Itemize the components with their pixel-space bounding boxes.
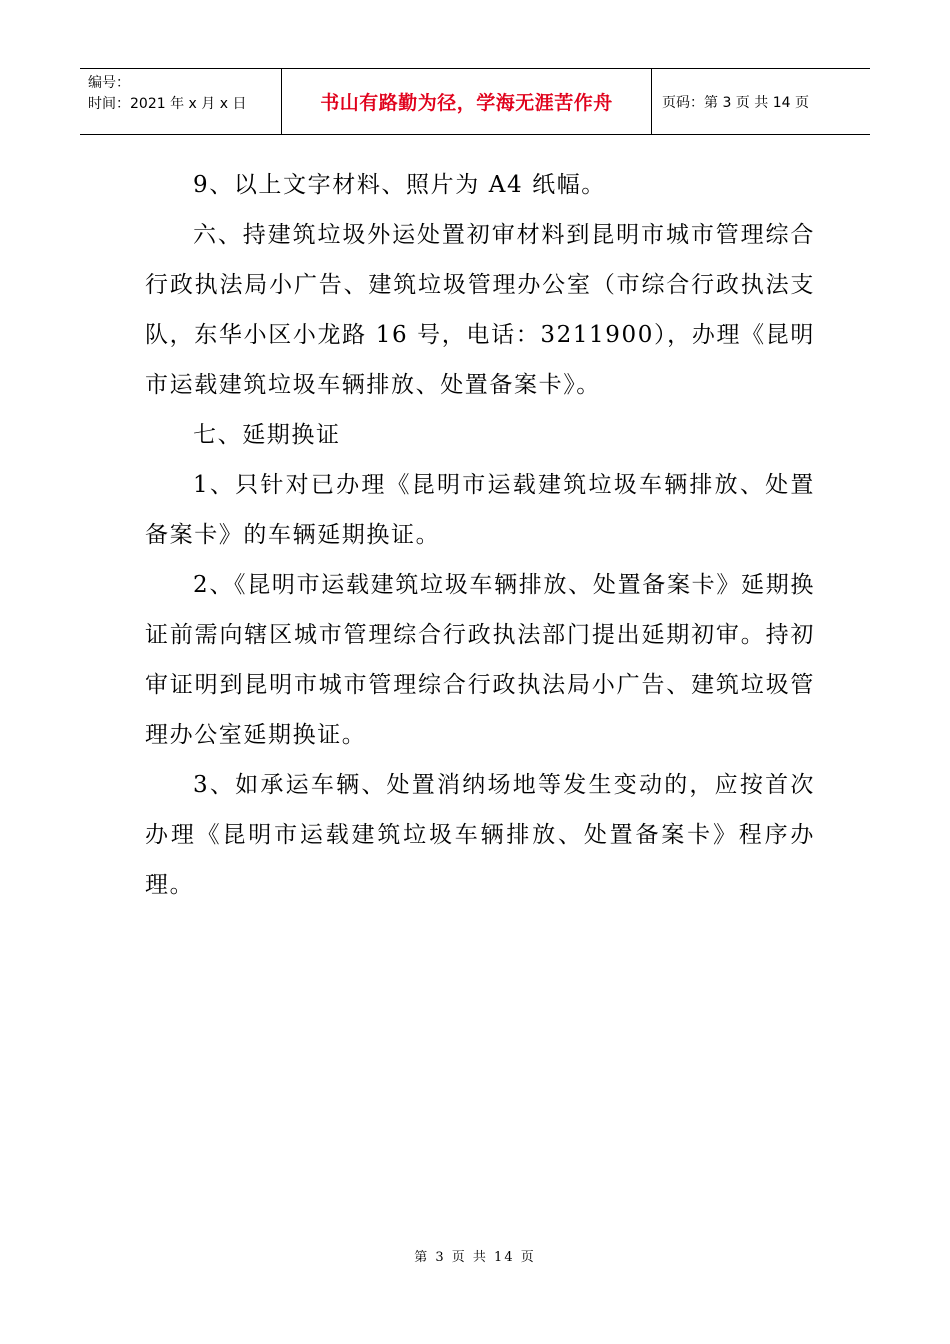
document-number-label: 编号：	[88, 75, 130, 91]
page-footer	[0, 1246, 950, 1265]
paragraph-item-2: 2、《昆明市运载建筑垃圾车辆排放、处置备案卡》延期换证前需向辖区城市管理综合行政执法部门提出延期初审。持初审证明到昆明市城市管理综合行政执法局小广告、建筑垃圾管理办公室延期换证。	[145, 572, 815, 748]
header-meta	[80, 69, 282, 134]
document-date-label: 时间：2021 年 x 月 x 日	[88, 96, 247, 112]
header-motto-cell	[282, 69, 652, 134]
paragraph-item-1: 1、只针对已办理《昆明市运载建筑垃圾车辆排放、处置备案卡》的车辆延期换证。	[145, 472, 815, 548]
section-heading-7: 七、延期换证	[193, 422, 341, 448]
document-body	[145, 160, 815, 910]
header-motto: 书山有路勤为径，学海无涯苦作舟	[320, 92, 613, 114]
header-page-cell	[652, 69, 870, 134]
footer-page-number: 第 3 页 共 14 页	[414, 1250, 536, 1265]
paragraph-section-6: 六、持建筑垃圾外运处置初审材料到昆明市城市管理综合行政执法局小广告、建筑垃圾管理办公室（市综合行政执法支队，东华小区小龙路 16 号，电话：3211900），办理《昆明市运载建筑垃圾车辆排放、处置备案卡》。	[145, 222, 815, 398]
paragraph-item-3: 3、如承运车辆、处置消纳场地等发生变动的，应按首次办理《昆明市运载建筑垃圾车辆排放、处置备案卡》程序办理。	[145, 772, 815, 898]
document-header	[80, 68, 870, 135]
header-page-info: 页码：第 3 页 共 14 页	[662, 94, 809, 111]
paragraph-item-9: 9、以上文字材料、照片为 A4 纸幅。	[193, 172, 606, 198]
